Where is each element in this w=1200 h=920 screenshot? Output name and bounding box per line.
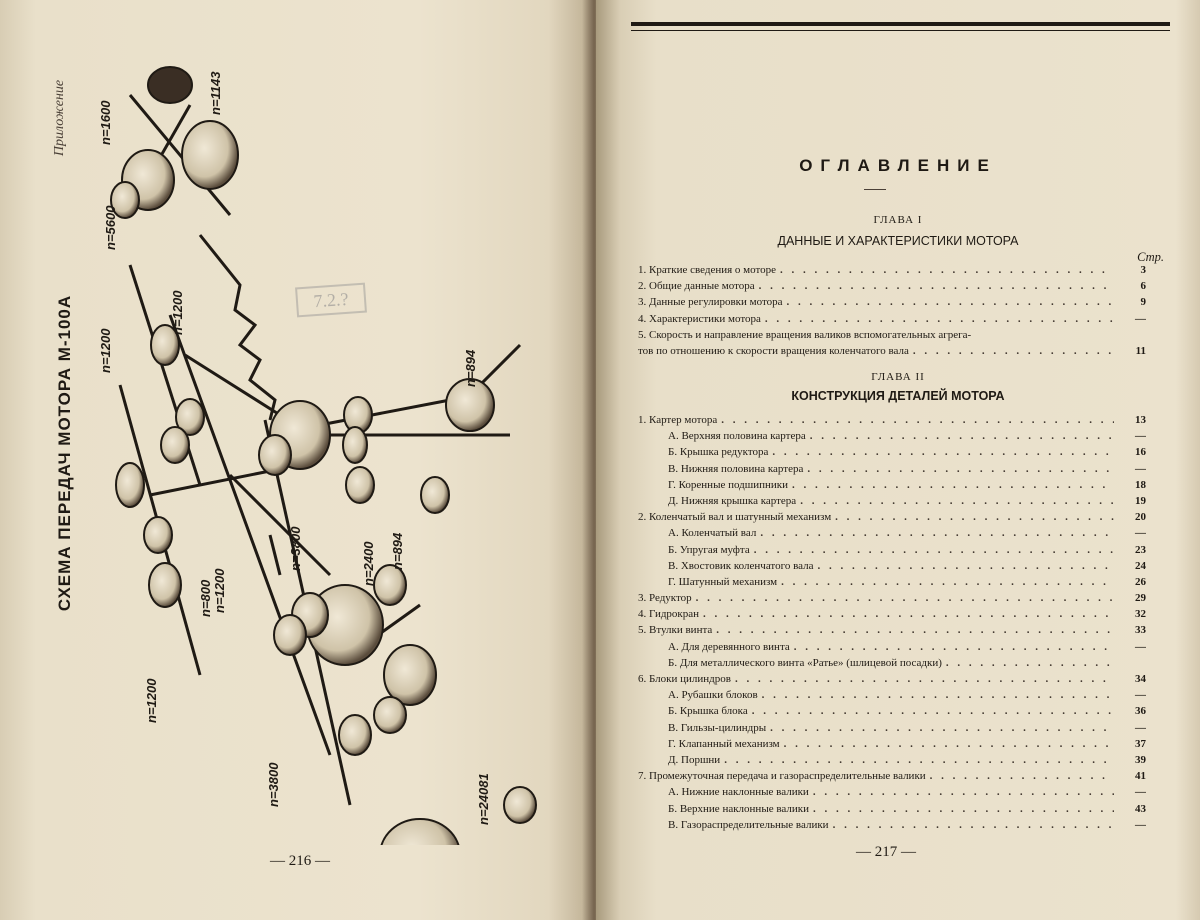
toc-entry-page: 20 (1135, 511, 1146, 524)
label-n3800-b: n=3800 (266, 762, 281, 807)
toc-entry-title: 3. Данные регулировки мотора (638, 296, 783, 309)
toc-entry-page: 32 (1135, 608, 1146, 621)
toc-leader-dots (760, 525, 1114, 541)
label-n800: n=800 (198, 579, 213, 617)
toc-leader-dots (792, 477, 1114, 493)
toc-leader-dots (781, 574, 1114, 590)
toc-entry-title: 1. Картер мотора (638, 414, 718, 426)
label-n1200-d: n=1200 (144, 678, 159, 723)
toc-entry-title: А. Для деревянного винта (668, 640, 790, 653)
toc-title: ОГЛАВЛЕНИЕ (799, 156, 997, 175)
toc-entry-title: 2. Общие данные мотора (638, 280, 755, 293)
right-page (596, 0, 1200, 920)
toc-leader-dots (703, 606, 1114, 622)
toc-entry (638, 703, 1146, 719)
toc-entry (638, 525, 1146, 541)
label-n894-b: n=894 (390, 532, 405, 570)
toc-entry-title: А. Нижние наклонные валики (668, 786, 809, 799)
diagram-gears (111, 67, 536, 845)
toc-entry (638, 428, 1146, 444)
toc-entry-title: А. Верхняя половина картера (668, 430, 806, 443)
toc-entry (638, 262, 1146, 278)
toc-leader-dots (754, 542, 1114, 558)
toc-leader-dots (913, 343, 1114, 359)
toc-leader-dots (794, 639, 1114, 655)
toc-entry-page: 43 (1135, 802, 1146, 815)
toc-leader-dots (784, 736, 1114, 752)
label-n1600: n=1600 (98, 100, 113, 145)
toc-entry (638, 493, 1146, 509)
toc-entry (638, 278, 1146, 294)
toc-entry-page: — (1135, 312, 1146, 325)
toc-entry (638, 752, 1146, 768)
toc-entry-page: 11 (1135, 344, 1146, 357)
label-n5600: n=5600 (103, 205, 118, 250)
toc-entry (638, 461, 1146, 477)
chapter2-title: КОНСТРУКЦИЯ ДЕТАЛЕЙ МОТОРА (791, 389, 1005, 403)
toc-entry (638, 574, 1146, 590)
toc-entry-page: — (1135, 640, 1146, 653)
toc-entry (638, 736, 1146, 752)
top-rule-thick (631, 22, 1170, 26)
toc-entry (638, 671, 1146, 687)
toc-entry (638, 542, 1146, 558)
toc-entry-title: В. Хвостовик коленчатого вала (668, 559, 814, 572)
toc-entry (638, 768, 1146, 784)
toc-entry-title: 7. Промежуточная передача и газораспределительные валики (638, 770, 926, 783)
toc-entry-title: Б. Для металлического винта «Ратье» (шлицевой посадки) (668, 656, 942, 669)
toc-entry-page: 6 (1140, 280, 1146, 293)
toc-leader-dots (810, 428, 1114, 444)
toc-leader-dots (800, 493, 1114, 509)
toc-entry-page: 39 (1135, 753, 1146, 766)
appendix-label: Приложение (52, 79, 67, 157)
toc-entry-title: Д. Нижняя крышка картера (668, 494, 797, 507)
toc-entry-page: 41 (1135, 770, 1146, 783)
toc-entry (638, 412, 1146, 428)
page-column-label: Стр. (1137, 250, 1164, 264)
toc-leader-dots (946, 655, 1114, 671)
toc-leader-dots (787, 294, 1114, 310)
toc-entry-page: — (1135, 689, 1146, 702)
toc-entry (638, 590, 1146, 606)
chapter1-label: ГЛАВА I (873, 214, 923, 226)
toc-leader-dots (813, 784, 1114, 800)
toc-leader-dots (770, 720, 1114, 736)
toc-entry (638, 509, 1146, 525)
toc-entry-title: 6. Блоки цилиндров (638, 673, 731, 685)
toc-leader-dots (762, 687, 1114, 703)
toc-entry-title: Б. Упругая муфта (668, 543, 750, 556)
label-n24081: n=24081 (476, 773, 491, 825)
toc-leader-dots (813, 801, 1114, 817)
toc-entry-page: 16 (1135, 446, 1146, 459)
toc-entry-page: 13 (1135, 414, 1146, 426)
toc-entry (638, 444, 1146, 460)
toc-entry (638, 606, 1146, 622)
chapter1-toc (638, 262, 1146, 359)
toc-entry-title: 3. Редуктор (638, 592, 692, 605)
left-page (0, 0, 596, 920)
toc-entry-title: В. Нижняя половина картера (668, 462, 804, 475)
toc-entry (638, 639, 1146, 655)
chapter2-label: ГЛАВА II (871, 371, 925, 383)
toc-entry-title: Б. Крышка редуктора (668, 446, 769, 459)
right-page-number: — 217 — (856, 844, 916, 860)
toc-entry (638, 311, 1146, 327)
toc-entry-title: Б. Верхние наклонные валики (668, 802, 809, 815)
toc-entry-title: В. Гильзы-цилиндры (668, 721, 767, 734)
toc-entry (638, 801, 1146, 817)
toc-entry-page: 26 (1135, 575, 1146, 588)
toc-entry (638, 343, 1146, 359)
toc-entry (638, 687, 1146, 703)
toc-leader-dots (696, 590, 1114, 606)
toc-leader-dots (817, 558, 1114, 574)
library-stamp: 7.2.? (295, 283, 367, 318)
toc-entry-title: 5. Скорость и направление вращения валиков вспомогательных агрега- (638, 328, 972, 341)
chapter1-title: ДАННЫЕ И ХАРАКТЕРИСТИКИ МОТОРА (777, 234, 1019, 248)
toc-entry-page: 3 (1140, 264, 1146, 276)
toc-leader-dots (721, 412, 1114, 428)
label-n1200-a: n=1200 (170, 290, 185, 335)
top-rule-thin (631, 30, 1170, 31)
toc-entry (638, 477, 1146, 493)
label-n2400: n=2400 (361, 541, 376, 586)
label-n1200-c: n=1200 (212, 568, 227, 613)
toc-entry-page: 34 (1135, 673, 1146, 685)
toc-entry (638, 327, 1146, 343)
toc-entry (638, 784, 1146, 800)
toc-entry-title: Г. Шатунный механизм (668, 575, 778, 588)
toc-entry-title: Д. Поршни (668, 753, 721, 766)
toc-entry-page: — (1135, 818, 1146, 831)
left-page-number: — 216 — (270, 853, 330, 869)
toc-entry-title: В. Газораспределительные валики (668, 818, 829, 831)
toc-leader-dots (930, 768, 1114, 784)
toc-leader-dots (835, 509, 1114, 525)
toc-entry-page: 23 (1135, 543, 1146, 556)
toc-entry (638, 294, 1146, 310)
toc-entry-title: тов по отношению к скорости вращения коленчатого вала (638, 344, 909, 357)
label-n3800: n=3800 (288, 526, 303, 571)
toc-entry (638, 817, 1146, 833)
toc-leader-dots (833, 817, 1114, 833)
toc-entry-title: 5. Втулки винта (638, 624, 713, 637)
toc-entry-page: — (1135, 786, 1146, 799)
toc-entry (638, 655, 1146, 671)
toc-leader-dots (716, 622, 1114, 638)
toc-entry-page: — (1135, 462, 1146, 475)
toc-leader-dots (759, 278, 1114, 294)
toc-entry-title: 2. Коленчатый вал и шатунный механизм (638, 511, 832, 524)
toc-entry (638, 622, 1146, 638)
toc-leader-dots (735, 671, 1114, 687)
toc-entry (638, 558, 1146, 574)
toc-entry-title: Г. Клапанный механизм (668, 737, 780, 750)
toc-entry-title: А. Рубашки блоков (668, 689, 758, 702)
toc-entry-title: Б. Крышка блока (668, 705, 748, 718)
toc-entry-page: 24 (1135, 559, 1146, 572)
toc-entry-title: А. Коленчатый вал (668, 527, 757, 540)
toc-leader-dots (724, 752, 1114, 768)
toc-entry-page: 36 (1135, 705, 1146, 718)
toc-entry-page: — (1135, 527, 1146, 540)
toc-leader-dots (752, 703, 1114, 719)
toc-entry (638, 720, 1146, 736)
toc-leader-dots (780, 262, 1114, 278)
chapter2-toc (638, 412, 1146, 833)
toc-entry-page: 19 (1135, 494, 1146, 507)
toc-entry-page: 9 (1140, 296, 1146, 309)
toc-leader-dots (807, 461, 1114, 477)
toc-entry-title: Г. Коренные подшипники (668, 478, 789, 491)
toc-entry-page: 37 (1135, 737, 1146, 750)
toc-leader-dots (765, 311, 1114, 327)
toc-entry-title: 4. Гидрокран (638, 608, 700, 621)
toc-entry-title: 4. Характеристики мотора (638, 312, 761, 325)
toc-entry-page: — (1135, 430, 1146, 443)
label-n1200-b: n=1200 (98, 328, 113, 373)
toc-entry-page: 18 (1135, 478, 1146, 491)
label-n894-a: n=894 (463, 349, 478, 387)
title-divider (864, 189, 886, 190)
transmission-diagram (90, 55, 550, 845)
toc-entry-page: 29 (1135, 592, 1146, 605)
toc-leader-dots (772, 444, 1114, 460)
diagram-title: СХЕМА ПЕРЕДАЧ МОТОРА М-100А (55, 294, 74, 612)
toc-entry-page: 33 (1135, 624, 1146, 637)
label-n1143: n=1143 (208, 71, 223, 115)
toc-entry-title: 1. Краткие сведения о моторе (638, 264, 777, 276)
toc-entry-page: — (1135, 721, 1146, 734)
